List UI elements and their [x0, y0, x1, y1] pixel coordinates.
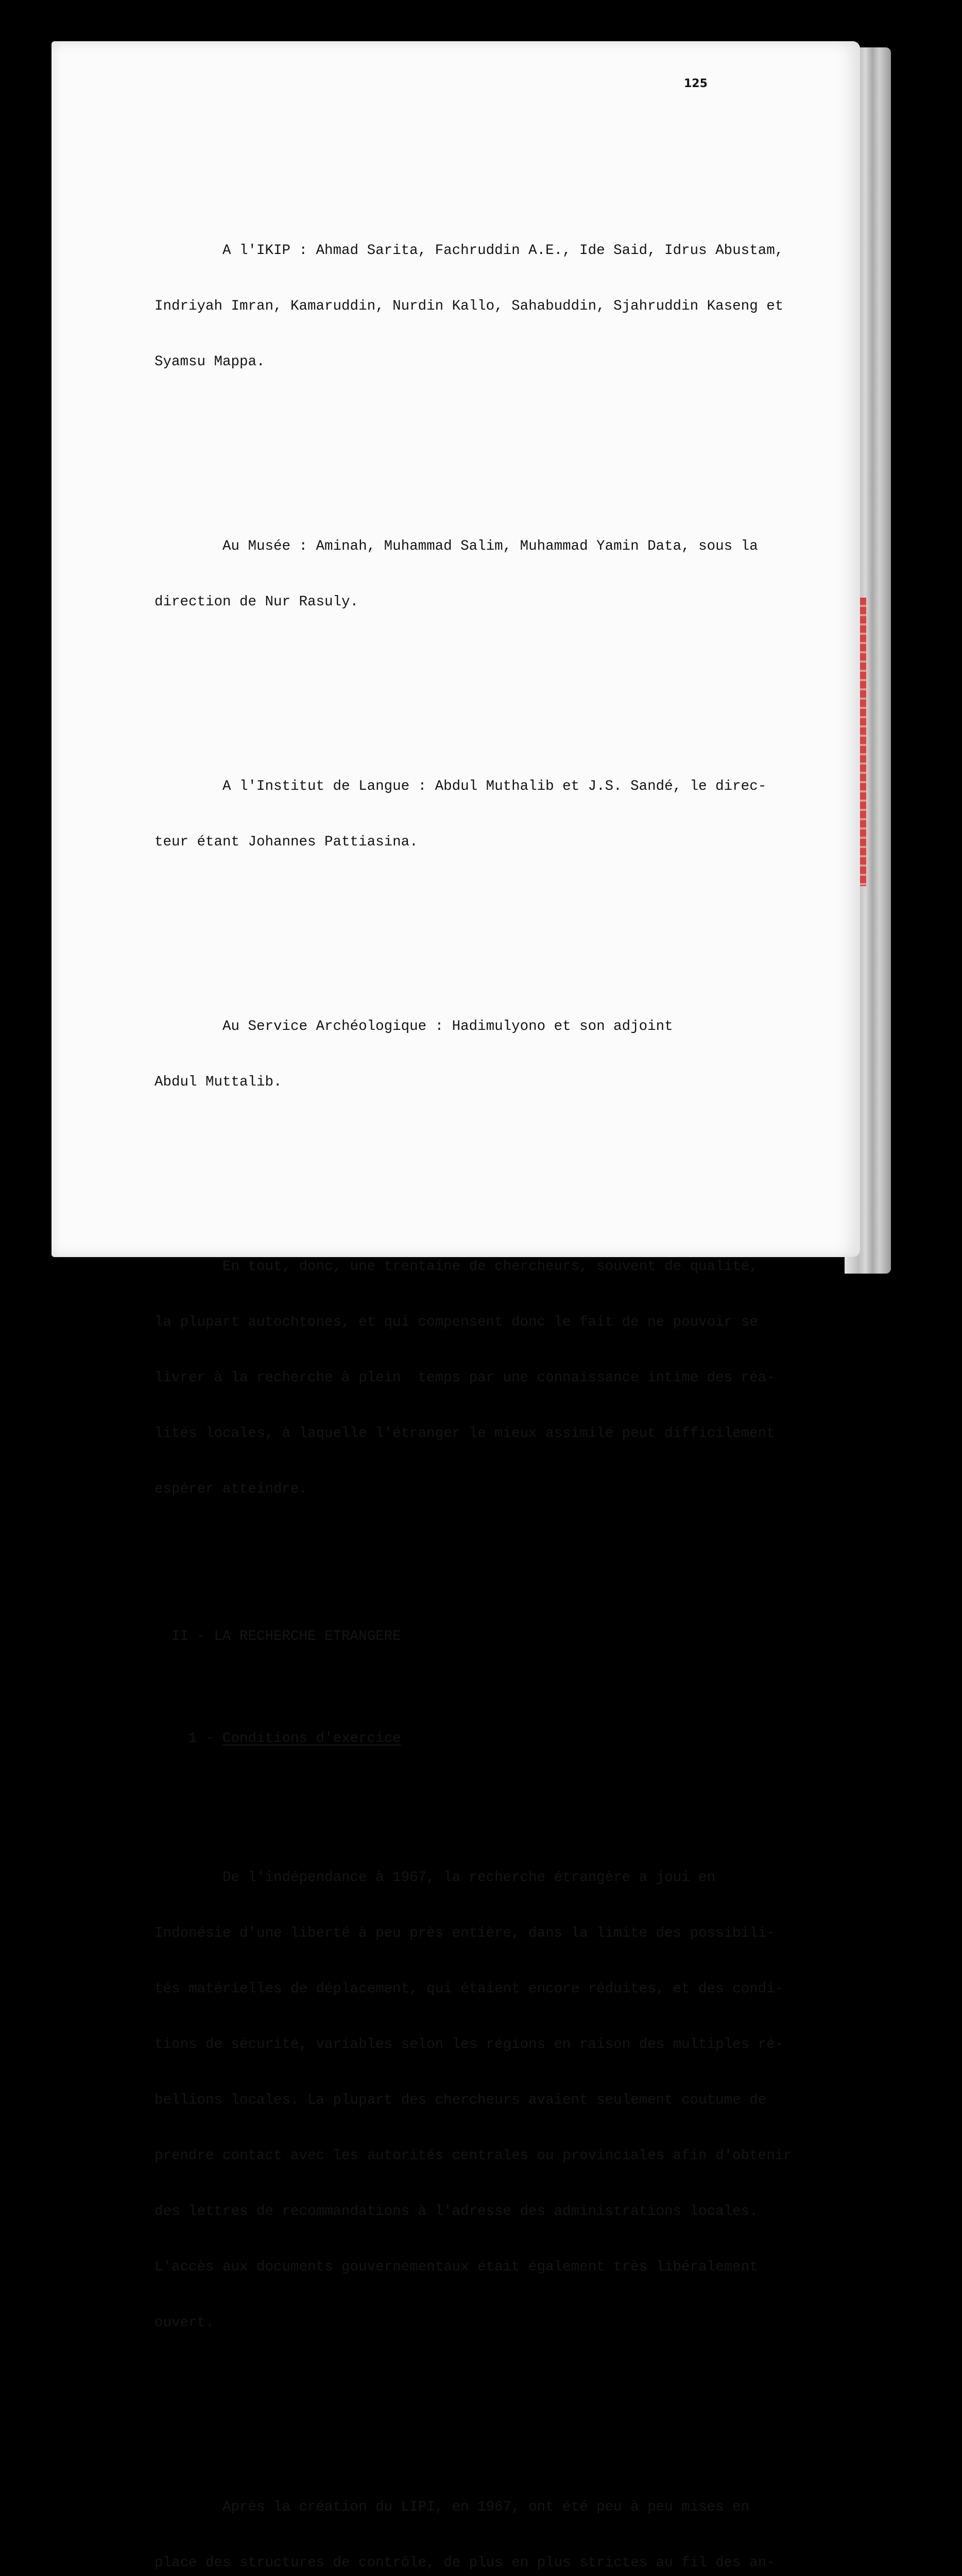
- text-line: De l'indépendance à 1967, la recherche étrangère a joui en: [154, 1870, 716, 1886]
- text-line: En tout, donc, une trentaine de chercheurs, souvent de qualité,: [154, 1259, 758, 1275]
- paragraph-en-tout: [154, 1221, 803, 1536]
- paragraph-institut: [154, 740, 803, 889]
- text-line: Indriyah Imran, Kamaruddin, Nurdin Kallo, Sahabuddin, Sjahruddin Kaseng et: [154, 298, 784, 314]
- paragraph-independance: [154, 1832, 803, 2369]
- text-line: place des structures de contrôle, de plus en plus strictes au fil des an-: [154, 2555, 775, 2571]
- text-line: tés matérielles de déplacement, qui étaient encore réduites, et des condi-: [154, 1981, 784, 1997]
- text-line: ouvert.: [154, 2315, 214, 2331]
- paragraph-lipi: [154, 2461, 803, 2576]
- subsection-title: Conditions d'exercice: [222, 1731, 401, 1747]
- page-body: [154, 167, 803, 2576]
- page-number: 125: [684, 77, 708, 90]
- text-line: des lettres de recommandations à l'adresse des administrations locales.: [154, 2204, 758, 2219]
- text-line: L'accès aux documents gouvernementaux était également très libéralement: [154, 2259, 758, 2275]
- text-line: Après la création du LIPI, en 1967, ont été peu à peu mises en: [154, 2499, 750, 2515]
- text-line: teur étant Johannes Pattiasina.: [154, 834, 418, 850]
- text-line: A l'Institut de Langue : Abdul Muthalib et J.S. Sandé, le direc-: [154, 778, 767, 794]
- text-line: Au Service Archéologique : Hadimulyono et son adjoint: [154, 1019, 673, 1035]
- text-line: Syamsu Mappa.: [154, 354, 265, 370]
- text-line: Abdul Muttalib.: [154, 1074, 282, 1090]
- text-line: la plupart autochtones, et qui compensent donc le fait de ne pouvoir se: [154, 1314, 758, 1330]
- text-line: espérer atteindre.: [154, 1481, 308, 1497]
- section-heading: II - LA RECHERCHE ETRANGERE: [154, 1629, 401, 1645]
- text-line: tions de sécurité, variables selon les régions en raison des multiples ré-: [154, 2037, 784, 2053]
- text-line: lités locales, à laquelle l'étranger le mieux assimilé peut difficilement: [154, 1426, 775, 1442]
- text-line: Au Musée : Aminah, Muhammad Salim, Muhammad Yamin Data, sous la: [154, 538, 758, 554]
- paragraph-service: [154, 980, 803, 1129]
- subsection-heading: [154, 1730, 803, 1748]
- text-line: direction de Nur Rasuly.: [154, 594, 359, 610]
- text-line: prendre contact avec les autorités centrales ou provinciales afin d'obtenir: [154, 2148, 792, 2164]
- paragraph-ikip: [154, 205, 803, 409]
- text-line: bellions locales. La plupart des chercheurs avaient seulement coutume de: [154, 2092, 767, 2108]
- subsection-number: 1 -: [154, 1731, 223, 1747]
- text-line: A l'IKIP : Ahmad Sarita, Fachruddin A.E., Ide Said, Idrus Abustam,: [154, 243, 784, 259]
- text-line: livrer à la recherche à plein temps par une connaissance intime des réa-: [154, 1370, 775, 1386]
- text-line: Indonésie d'une liberté à peu près entière, dans la limite des possibili-: [154, 1925, 775, 1941]
- paragraph-musee: [154, 500, 803, 649]
